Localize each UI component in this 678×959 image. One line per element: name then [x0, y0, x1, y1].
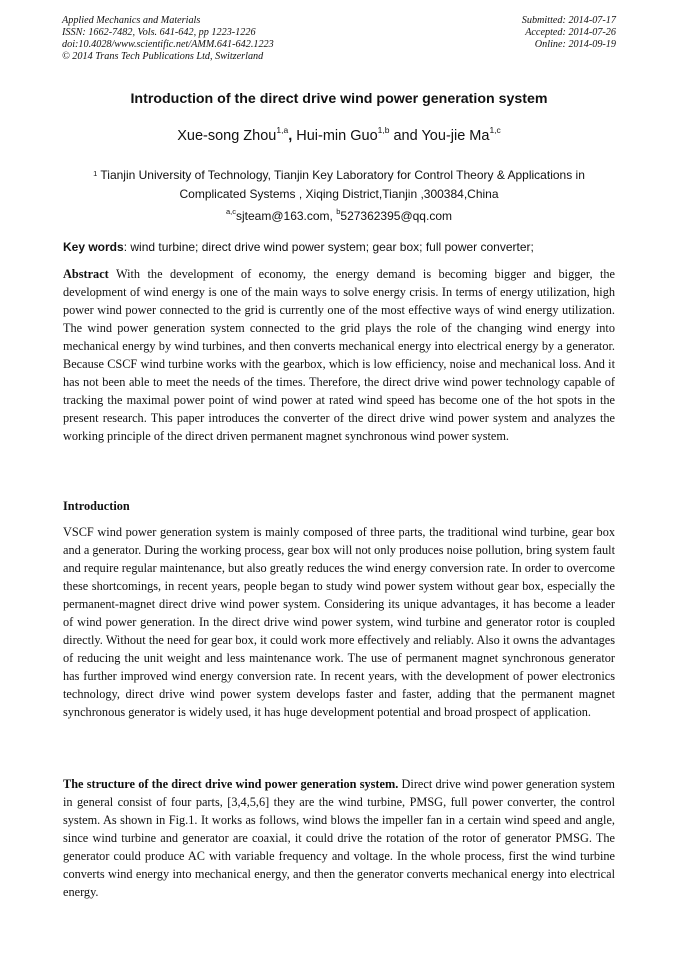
structure-heading: The structure of the direct drive wind power generation system. — [63, 777, 399, 791]
date-submitted: Submitted: 2014-07-17 — [521, 15, 616, 26]
email-1-marker: a,c — [225, 207, 236, 216]
date-online: Online: 2014-09-19 — [534, 39, 616, 50]
journal-copyright: © 2014 Trans Tech Publications Ltd, Switzerland — [62, 51, 264, 62]
author-3: You-jie Ma — [421, 128, 490, 144]
author-list — [0, 125, 678, 144]
paper-title: Introduction of the direct drive wind power generation system — [130, 91, 548, 107]
author-1-affil: 1,a — [276, 125, 289, 135]
affiliation — [74, 166, 604, 204]
keywords-label: Key words — [63, 240, 124, 254]
abstract-paragraph — [63, 265, 615, 445]
keywords-text: : wind turbine; direct drive wind power system; gear box; full power converter; — [123, 240, 534, 254]
email-2[interactable]: 527362395@qq.com — [340, 209, 452, 223]
author-emails — [0, 209, 678, 223]
keywords — [63, 240, 615, 254]
structure-text: Direct drive wind power generation system in general consist of four parts, [3,4,5,6] they are the wind turbine, PMSG, full power converter, the control system. As shown in Fig.1. It works as follows, wind blows the impeller fan in a certain wind speed and angle, since wind turbine and generator are coaxial, it could drive the rotation of the rotor of generator PMSG. The generator could produce AC with variable frequency and voltage. In the whole process, first the wind turbine converts wind energy into mechanical energy, and then the generator converts mechanical energy into electrical energy. — [63, 777, 615, 899]
author-separator: and — [389, 128, 422, 144]
dates-header — [522, 15, 616, 51]
author-1: Xue-song Zhou — [177, 128, 277, 144]
email-2-marker: b — [336, 207, 341, 216]
journal-issn: ISSN: 1662-7482, Vols. 641-642, pp 1223-1226 — [62, 27, 256, 38]
affiliation-number: 1 — [93, 169, 98, 178]
author-2-affil: 1,b — [377, 125, 390, 135]
structure-paragraph — [63, 775, 615, 901]
abstract-label: Abstract — [63, 267, 109, 281]
journal-header — [62, 15, 274, 63]
abstract-text: With the development of economy, the energy demand is becoming bigger and bigger, the development of wind energy is one of the main ways to solve energy crisis. In terms of energy utilization, high power wind power connected to the grid is currently one of the most effective ways of wind energy utilization. The wind power generation system connected to the grid plays the role of the changing wind energy into mechanical energy by wind turbines, and then converts mechanical energy into electrical energy by a generator. Because CSCF wind turbine works with the gearbox, which is low efficiency, noise and mechanical loss. And it has not been able to meet the needs of the times. Therefore, the direct drive wind power technology capable of tracking the maximal power point of wind power at rated wind speed has become one of the hot spots in the present research. This paper introduces the converter of the direct drive wind power system and analyzes the working principle of the direct driven permanent magnet synchronous wind power system. — [63, 267, 615, 443]
author-2: Hui-min Guo — [296, 128, 378, 144]
email-1[interactable]: sjteam@163.com, — [236, 209, 337, 223]
affiliation-text: Tianjin University of Technology, Tianjin Key Laboratory for Control Theory & Applications in Complicated Systems , Xiqing District,Tianjin ,300384,China — [100, 168, 585, 201]
journal-doi[interactable]: doi:10.4028/www.scientific.net/AMM.641-642.1223 — [62, 39, 274, 50]
date-accepted: Accepted: 2014-07-26 — [525, 27, 616, 38]
author-3-affil: 1,c — [489, 125, 501, 135]
author-separator: , — [288, 128, 297, 144]
introduction-heading: Introduction — [63, 499, 130, 513]
introduction-paragraph: VSCF wind power generation system is mainly composed of three parts, the traditional wind turbine, gear box and a generator. During the working process, gear box will not only produces noise pollution, bring system fault and require regular maintenance, but also greatly reduces the wind energy conversion rate. In order to overcome these shortcomings, in recent years, people began to study wind power system without gear box, especially the permanent-magnet direct drive wind power system. Considering its unique advantages, it has become a leader of wind power generation. In the direct drive wind power system, wind turbine and generator rotor is coupled directly. Without the need for gear box, it could work more effectively and reliably. Also it owns the advantages of reducing the unit weight and less maintenance work. The use of permanent magnet synchronous generator has further improved wind energy conversion rate. In recent years, with the development of power electronics technology, direct drive wind power system develops faster and faster, adding that the permanent magnet synchronous generator is widely used, it has huge development potential and broad prospect of application. — [63, 525, 615, 719]
journal-name: Applied Mechanics and Materials — [62, 15, 201, 26]
